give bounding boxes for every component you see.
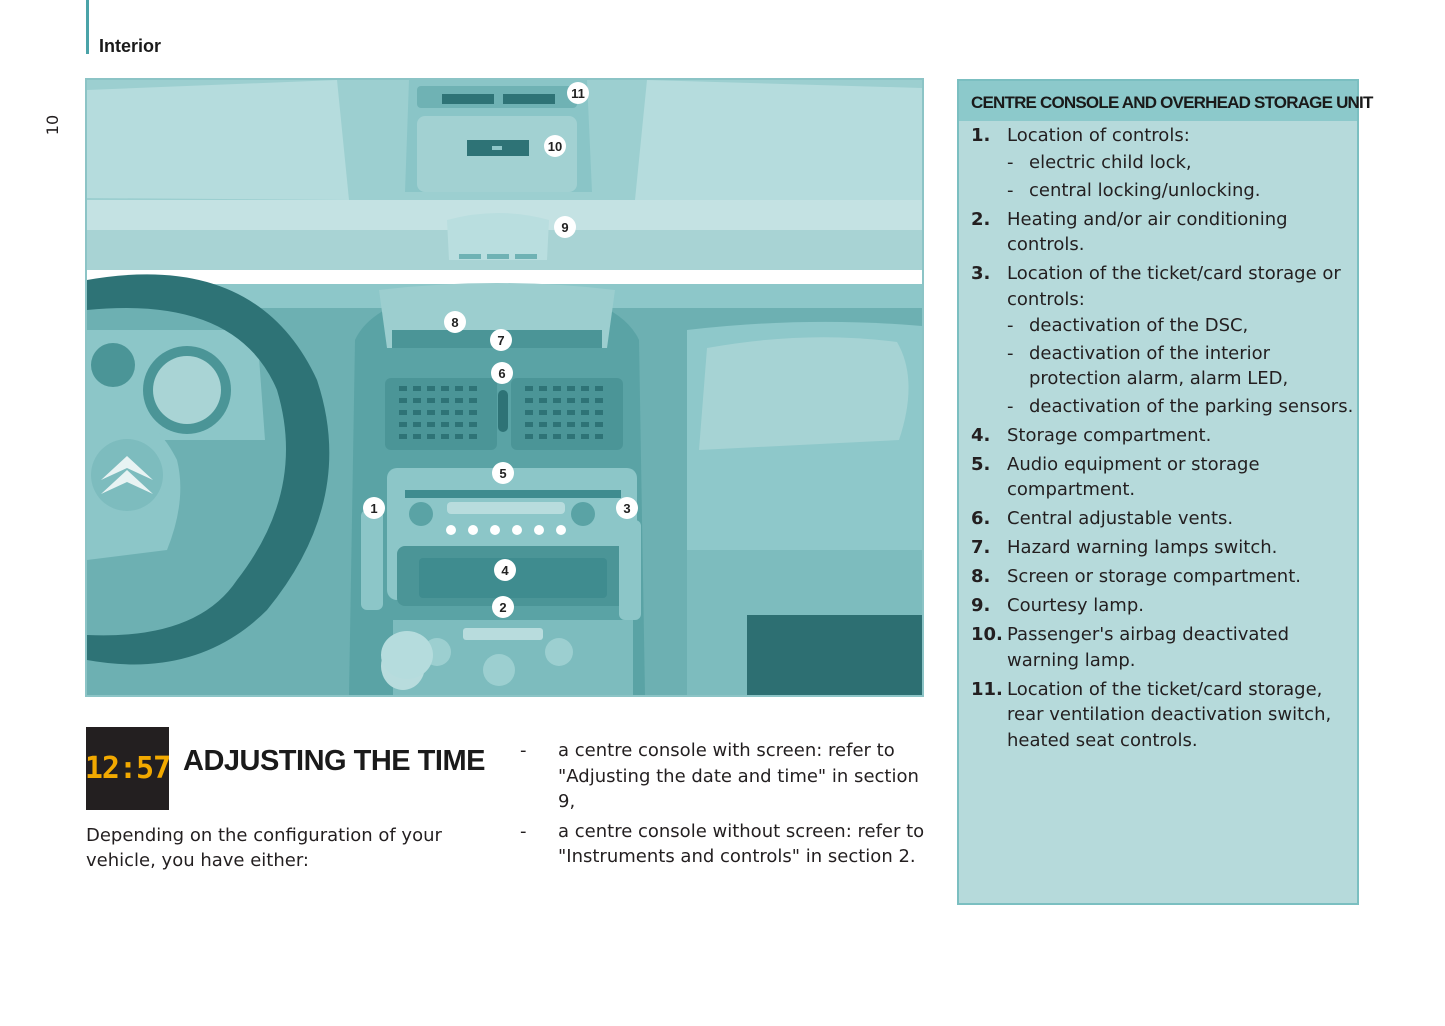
legend-item-number: 1.	[971, 125, 991, 146]
legend-item-number: 10.	[971, 624, 1003, 645]
svg-text:4: 4	[501, 563, 509, 578]
callout-5	[492, 462, 514, 484]
svg-text:10: 10	[547, 139, 563, 154]
legend-item	[959, 207, 1357, 258]
svg-text:5: 5	[499, 466, 507, 481]
list-dash: -	[520, 740, 527, 761]
list-dash: -	[1007, 151, 1014, 173]
legend-sub-list	[1007, 151, 1357, 204]
legend-item-text: Hazard warning lamps switch.	[1007, 537, 1278, 558]
list-item	[520, 819, 930, 870]
legend-item-number: 5.	[971, 453, 991, 475]
legend-item	[959, 622, 1357, 673]
adjusting-time-title: ADJUSTING THE TIME	[183, 745, 485, 777]
legend-sub-item	[1007, 314, 1357, 339]
legend-sub-text: electric child lock,	[1029, 151, 1192, 173]
interior-illustration	[85, 78, 924, 697]
callout-7	[490, 329, 512, 351]
legend-title: CENTRE CONSOLE AND OVERHEAD STORAGE UNIT	[959, 81, 1357, 121]
legend-panel	[957, 79, 1373, 905]
legend-list	[959, 121, 1357, 753]
legend-item-number: 4.	[971, 424, 991, 446]
legend-sub-text: deactivation of the parking sensors.	[1029, 395, 1354, 417]
legend-item-number: 6.	[971, 508, 991, 529]
clock-display-digits: 12:57	[84, 751, 171, 786]
legend-sub-item	[1007, 395, 1357, 420]
callout-9	[554, 216, 576, 238]
legend-item-text: Courtesy lamp.	[1007, 595, 1144, 616]
legend-item	[959, 564, 1357, 590]
svg-text:9: 9	[561, 220, 569, 235]
list-dash: -	[1007, 343, 1014, 364]
legend-item-number: 7.	[971, 537, 991, 558]
list-dash: -	[1007, 179, 1014, 201]
legend-item-number: 8.	[971, 566, 991, 587]
legend-item-text: Storage compartment.	[1007, 424, 1212, 446]
legend-item-text: Heating and/or air conditioning controls.	[1007, 208, 1288, 255]
callout-10	[544, 135, 566, 157]
legend-sub-text: deactivation of the DSC,	[1029, 315, 1249, 336]
svg-text:2: 2	[499, 600, 507, 615]
list-dash: -	[1007, 315, 1014, 336]
svg-text:6: 6	[498, 366, 506, 381]
legend-item-number: 3.	[971, 263, 991, 284]
adjusting-time-intro: Depending on the configuration of your vehicle, you have either:	[86, 825, 442, 871]
legend-item-text: Audio equipment or storage compartment.	[1007, 453, 1260, 500]
legend-sub-text: deactivation of the interior protection alarm, alarm LED,	[1029, 343, 1289, 389]
legend-item-text: Screen or storage compartment.	[1007, 566, 1301, 587]
legend-item-number: 9.	[971, 595, 991, 616]
list-dash: -	[1007, 395, 1014, 417]
clock-display-icon	[86, 727, 169, 810]
option-text: a centre console with screen: refer to "Adjusting the date and time" in section 9,	[558, 740, 919, 812]
legend-item-text: Passenger's airbag deactivated warning lamp.	[1007, 624, 1290, 671]
legend-item	[959, 423, 1357, 449]
legend-sub-item	[1007, 342, 1357, 391]
legend-sub-item	[1007, 151, 1357, 176]
configuration-options-list	[520, 738, 930, 874]
legend-sub-text: central locking/unlocking.	[1029, 179, 1261, 201]
legend-item-text: Location of the ticket/card storage, rear ventilation deactivation switch, heated seat controls.	[1007, 678, 1332, 751]
svg-text:3: 3	[623, 501, 631, 516]
svg-text:7: 7	[497, 333, 505, 348]
svg-text:8: 8	[451, 315, 459, 330]
legend-item	[959, 593, 1357, 619]
option-text: a centre console without screen: refer to "Instruments and controls" in section 2.	[558, 820, 925, 867]
legend-item	[959, 261, 1357, 419]
legend-item-text: Location of the ticket/card storage or controls:	[1007, 263, 1341, 310]
legend-item-text: Location of controls:	[1007, 125, 1190, 146]
legend-sub-item	[1007, 179, 1357, 204]
legend-item	[959, 535, 1357, 561]
legend-sub-list	[1007, 314, 1357, 419]
legend-item-number: 2.	[971, 208, 991, 230]
list-item	[520, 738, 930, 815]
header-accent-bar	[86, 0, 89, 54]
svg-text:11: 11	[571, 86, 585, 101]
callout-4	[494, 559, 516, 581]
callout-8	[444, 311, 466, 333]
list-dash: -	[520, 820, 527, 842]
legend-item	[959, 123, 1357, 203]
svg-text:1: 1	[370, 501, 378, 516]
callout-2	[492, 596, 514, 618]
callout-3	[616, 497, 638, 519]
page-number: 10	[43, 114, 62, 136]
legend-item-text: Central adjustable vents.	[1007, 508, 1234, 529]
callout-1	[363, 497, 385, 519]
callout-11	[567, 82, 589, 104]
legend-item	[959, 452, 1357, 503]
callout-6	[491, 362, 513, 384]
legend-item	[959, 506, 1357, 532]
legend-item	[959, 677, 1357, 754]
section-header: Interior	[99, 36, 162, 56]
legend-item-number: 11.	[971, 678, 1003, 700]
